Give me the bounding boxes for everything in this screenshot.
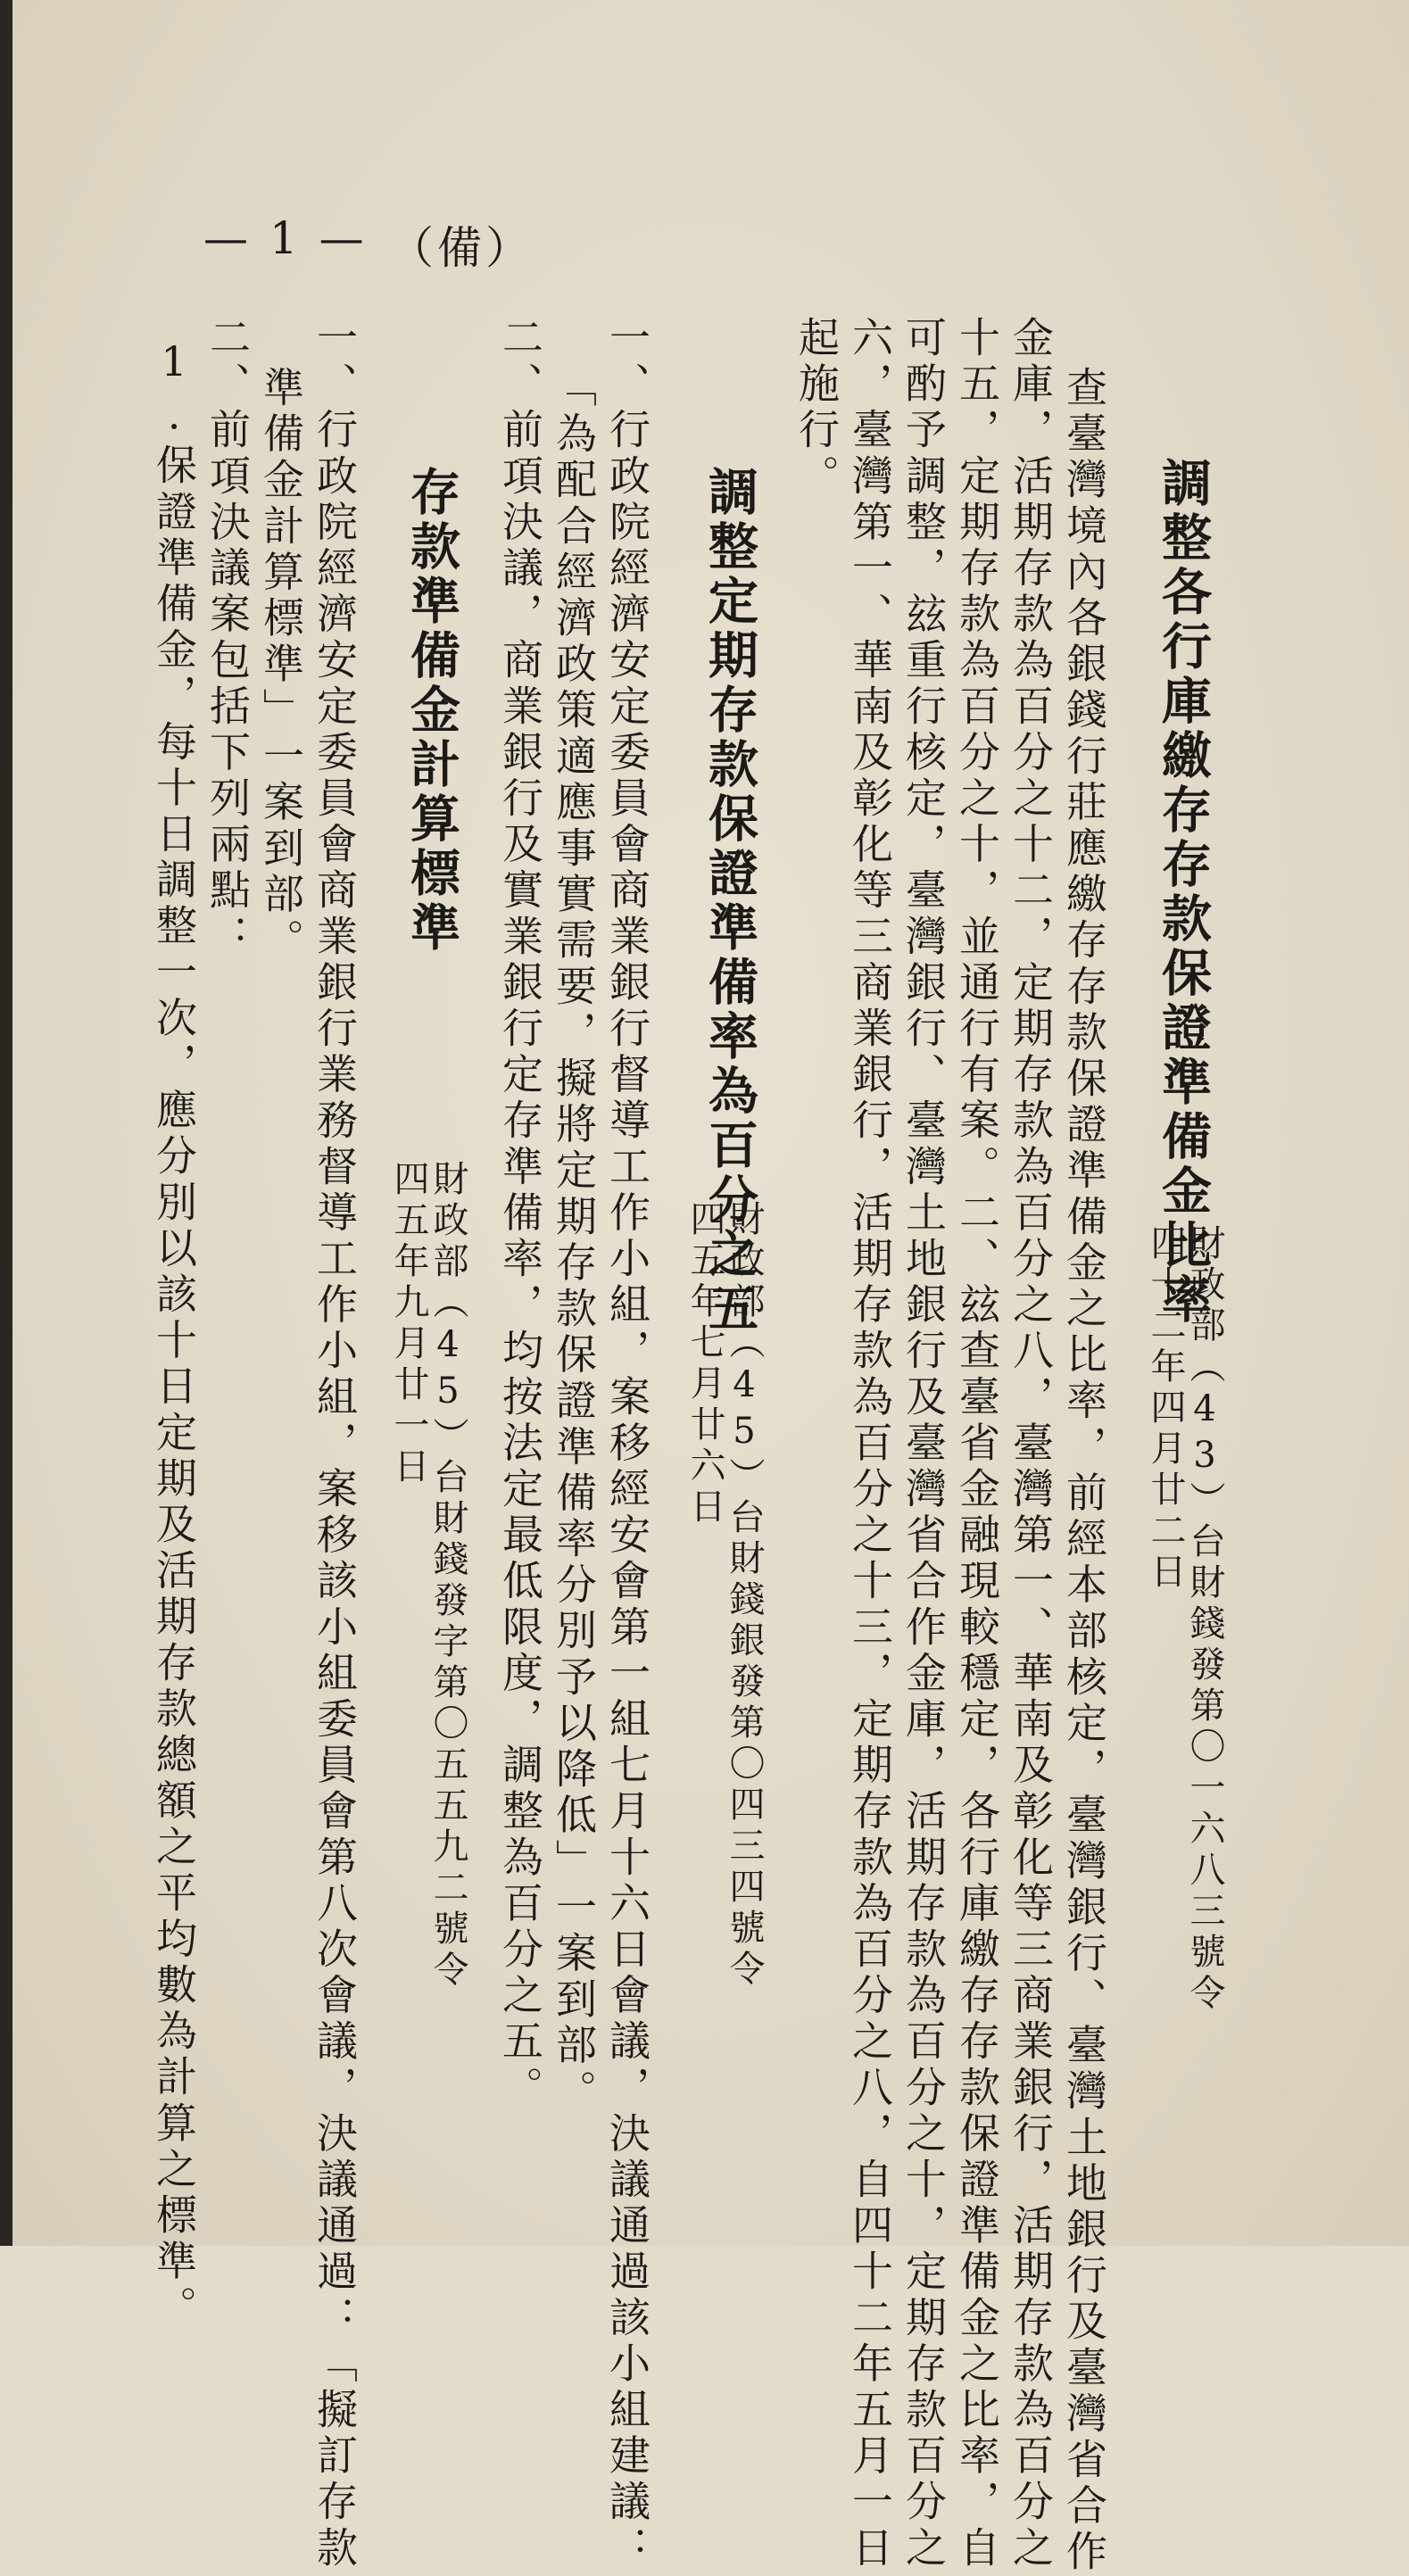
section-1-paragraph-line: 查臺灣境內各銀錢行莊應繳存存款保證準備金之比率，前經本部核定，臺灣銀行、臺灣土地銀行及臺灣省合作 xyxy=(1060,366,1108,2576)
section-2-paragraph-line: 「為配合經濟政策適應事實需要，擬將定期存款保證準備率分別予以降低」一案到部。 xyxy=(550,366,598,2116)
section-2-paragraph-line: 二、前項決議，商業銀行及實業銀行定存準備率，均按法定最低限度，調整為百分之五。 xyxy=(496,316,544,2112)
section-1-paragraph-line: 可酌予調整，玆重行核定，臺灣銀行、臺灣土地銀行及臺灣省合作金庫，活期存款為百分之十，定期存款百分之 xyxy=(899,316,948,2572)
section-3-ref-line2: 四五年九月廿一日 xyxy=(388,1160,429,1488)
page-section-label: （備） xyxy=(389,222,534,274)
section-1-title: 調整各行庫繳存存款保證準備金比率 xyxy=(1154,457,1213,1328)
section-3-ref-line1: 財政部（45）台財錢發字第〇五五九二號令 xyxy=(427,1160,468,1992)
section-2-paragraph-line: 一、行政院經濟安定委員會商業銀行督導工作小組，案移經安會第一組七月十六日會議，決議通過該小組建議： xyxy=(603,316,651,2572)
section-2-title: 調整定期存款保證準備率為百分之五 xyxy=(700,466,759,1337)
section-3-paragraph-line: 二、前項決議案包括下列兩點： xyxy=(203,316,252,961)
section-2-ref-line1: 財政部（45）台財錢銀發第〇四三四號令 xyxy=(724,1200,765,1991)
section-3-paragraph-line: 1.保證準備金，每十日調整一次，應分別以該十日定期及活期存款總額之平均數為計算之標準。 xyxy=(150,337,198,2332)
page-number: — 1 — xyxy=(203,212,368,264)
section-3-title: 存款準備金計算標準 xyxy=(402,466,461,956)
section-1-paragraph-line: 六，臺灣第一、華南及彰化等三商業銀行，活期存款為百分之十三，定期存款為百分之八，自四十二年五月一日 xyxy=(846,316,894,2572)
section-1-paragraph-line: 起施行。 xyxy=(792,316,841,501)
section-1-paragraph-line: 金庫，活期存款為百分之十二，定期存款為百分之八，臺灣第一、華南及彰化等三商業銀行，活期存款為百分之 xyxy=(1007,316,1055,2572)
section-3-paragraph-line: 一、行政院經濟安定委員會商業銀行業務督導工作小組，案移該小組委員會第八次會議，決議通過：「擬訂存款 xyxy=(311,316,359,2572)
scan-edge xyxy=(0,0,12,2246)
section-2-ref-line2: 四五年七月廿六日 xyxy=(684,1200,725,1528)
section-1-paragraph-line: 十五，定期存款為百分之十，並通行有案。二、玆查臺省金融現較穩定，各行庫繳存存款保證準備金之比率，自 xyxy=(953,316,1001,2572)
section-1-ref-line1: 財政部（43）台財錢發第〇一六八三號令 xyxy=(1184,1224,1225,2015)
section-1-ref-line2: 四十二年四月廿二日 xyxy=(1145,1224,1186,1594)
section-3-paragraph-line: 準備金計算標準」一案到部。 xyxy=(257,366,305,965)
